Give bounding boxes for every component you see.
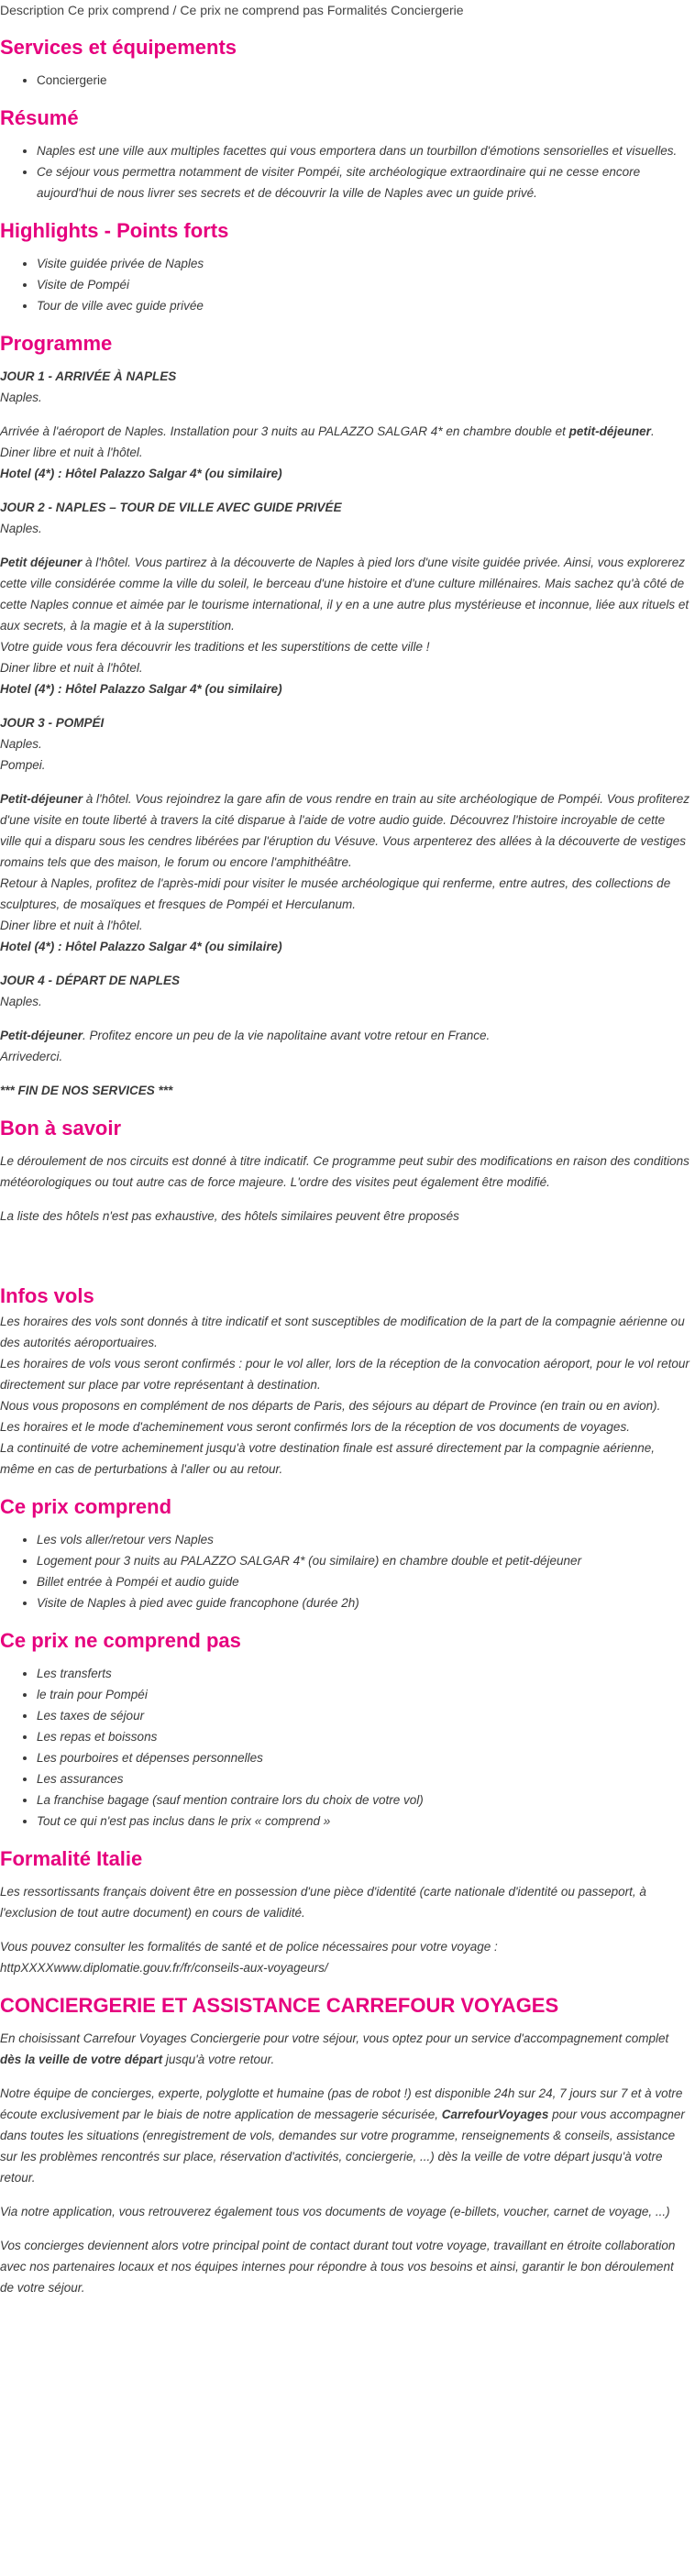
day-3-place-2: Pompei. (0, 758, 46, 772)
programme-title: Programme (0, 332, 113, 355)
day-4-place: Naples. (0, 995, 42, 1008)
bon-p2: La liste des hôtels n'est pas exhaustive, des hôtels similaires peuvent être proposés (0, 1209, 459, 1223)
list-item: • Les transferts (37, 1663, 689, 1684)
day-1-text-c: . (650, 424, 655, 438)
resume-list (0, 140, 689, 204)
formalite-title: Formalité Italie (0, 1847, 143, 1870)
list-item: • Billet entrée à Pompéi et audio guide (37, 1571, 689, 1592)
day-1 (0, 366, 689, 484)
tab-bar (0, 0, 689, 20)
resume-title: Résumé (0, 106, 79, 129)
day-3-text-body: à l'hôtel. Vous rejoindrez la gare afin de vous rendre en train au site archéologique de Pompéi. Vous profiterez d'une visite en toute liberté à travers la cité disparue à l'aide de votre audio guide. Découvrez l'histoire incroyable de cette ville qui a disparu sous les cendres libérées par l'éruption du Vésuve. Vous arpenterez des allées à la découverte de vestiges romains tels que des maison, le forum ou encore l'amphithéâtre. (0, 792, 690, 869)
day-1-title: JOUR 1 - ARRIVÉE À NAPLES (0, 369, 177, 383)
conciergerie-p2-c: pour vous accompagner dans toutes les situations (enregistrement de vols, demandes sur votre programme, renseignements & conseils, assistance sur les problèmes rencontrés sur place, réservation d'activités, conciergerie, ...) dès la veille de votre départ jusqu'à votre retour. (0, 2108, 685, 2185)
day-1-dinner: Diner libre et nuit à l'hôtel. (0, 446, 143, 459)
vols-line-5: La continuité de votre acheminement jusqu'à votre destination finale est assuré directement par la compagnie aérienne, même en cas de perturbations à l'aller ou au retour. (0, 1441, 656, 1476)
bon-title: Bon à savoir (0, 1117, 122, 1139)
day-2-hotel: Hotel (4*) : Hôtel Palazzo Salgar 4* (ou similaire) (0, 682, 282, 696)
tab-ce-prix-comprend[interactable]: Ce prix comprend (68, 3, 170, 17)
tab-formalites[interactable]: Formalités (326, 3, 388, 17)
conciergerie-p1-c: jusqu'à votre retour. (162, 2053, 275, 2066)
list-item: • Logement pour 3 nuits au PALAZZO SALGAR 4* (ou similaire) en chambre double et petit-déjeuner (37, 1550, 689, 1571)
list-item: • Tout ce qui n'est pas inclus dans le prix « comprend » (37, 1811, 689, 1832)
day-3 (0, 712, 689, 957)
comprend-list (0, 1529, 689, 1613)
list-item: • Les repas et boissons (37, 1726, 689, 1747)
conciergerie-p4: Vos concierges deviennent alors votre principal point de contact durant tout votre voyage, travaillant en étroite collaboration avec nos partenaires locaux et nos équipes internes pour répondre à tous vos besoins et ainsi, garantir le bon déroulement de votre séjour. (0, 2239, 676, 2295)
day-2-text-body: à l'hôtel. Vous partirez à la découverte de Naples à pied lors d'une visite guidée privée. Ainsi, vous explorerez cette ville considérée comme la ville du soleil, le berceau d'une histoire et d'une culture millénaires. Mais sachez qu'à côté de cette Naples connue et aimée par le tourisme international, il y en a une autre plus mystérieuse et inconnue, liée aux rituels et aux secrets, à la magie et à la superstition. (0, 556, 689, 633)
tab-description[interactable]: Description (0, 3, 65, 17)
conciergerie-p2-bold: CarrefourVoyages (441, 2108, 549, 2121)
highlights-list (0, 253, 689, 316)
vols-line-4: Les horaires et le mode d'acheminement vous seront confirmés lors de la réception de vos documents de voyages. (0, 1420, 630, 1434)
conciergerie-p2 (0, 2083, 689, 2188)
day-1-hotel: Hotel (4*) : Hôtel Palazzo Salgar 4* (ou similaire) (0, 467, 282, 480)
day-1-place: Naples. (0, 391, 42, 404)
day-2-dinner: Diner libre et nuit à l'hôtel. (0, 661, 143, 675)
list-item: • La franchise bagage (sauf mention contraire lors du choix de votre vol) (37, 1789, 689, 1811)
day-3-text-bold: Petit-déjeuner (0, 792, 83, 806)
list-item: • Visite de Pompéi (37, 274, 689, 295)
list-item: • le train pour Pompéi (37, 1684, 689, 1705)
day-4-title: JOUR 4 - DÉPART DE NAPLES (0, 974, 181, 987)
day-4-text-bold: Petit-déjeuner (0, 1029, 83, 1042)
services-title: Services et équipements (0, 36, 237, 59)
day-3-text2: Retour à Naples, profitez de l'après-midi pour visiter le musée archéologique qui renferme, entre autres, des collections de sculptures, de mosaïques et fresques de Pompéi et Herculanum. (0, 876, 671, 911)
day-4-text-body: . Profitez encore un peu de la vie napolitaine avant votre retour en France. (83, 1029, 491, 1042)
day-4-text2: Arrivederci. (0, 1050, 63, 1063)
list-item: • Les pourboires et dépenses personnelles (37, 1747, 689, 1768)
conciergerie-title: CONCIERGERIE ET ASSISTANCE CARREFOUR VOYAGES (0, 1994, 559, 2017)
day-3-place-1: Naples. (0, 737, 42, 751)
formalite-link[interactable]: httpXXXXwww.diplomatie.gouv.fr/fr/conseils-aux-voyageurs/ (0, 1961, 328, 1975)
list-item: • Tour de ville avec guide privée (37, 295, 689, 316)
list-item: • Naples est une ville aux multiples facettes qui vous emportera dans un tourbillon d'émotions sensorielles et visuelles. (37, 140, 689, 161)
day-1-text-a: Arrivée à l'aéroport de Naples. Installation pour 3 nuits au PALAZZO SALGAR 4* en chambre double et (0, 424, 569, 438)
conciergerie-p1-bold: dès la veille de votre départ (0, 2053, 163, 2066)
day-3-title: JOUR 3 - POMPÉI (0, 716, 105, 730)
list-item: • Les assurances (37, 1768, 689, 1789)
list-item: • Conciergerie (37, 70, 689, 91)
list-item: • Ce séjour vous permettra notamment de visiter Pompéi, site archéologique extraordinaire qui ne cesse encore aujourd'hui de nous livrer ses secrets et de découvrir la ville de Naples avec un guide privé. (37, 161, 689, 204)
day-2-title: JOUR 2 - NAPLES – TOUR DE VILLE AVEC GUIDE PRIVÉE (0, 501, 342, 514)
day-2-place: Naples. (0, 522, 42, 535)
conciergerie-p3: Via notre application, vous retrouverez également tous vos documents de voyage (e-billets, voucher, carnet de voyage, ...) (0, 2205, 670, 2218)
tab-conciergerie[interactable]: Conciergerie (391, 3, 464, 17)
highlights-title: Highlights - Points forts (0, 219, 229, 242)
services-list (0, 70, 689, 91)
vols-line-3: Nous vous proposons en complément de nos départs de Paris, des séjours au départ de Province (en train ou en avion). (0, 1399, 661, 1413)
day-3-dinner: Diner libre et nuit à l'hôtel. (0, 919, 143, 932)
day-2 (0, 497, 689, 699)
day-1-text-bold: petit-déjeuner (568, 424, 651, 438)
list-item: • Visite guidée privée de Naples (37, 253, 689, 274)
formalite-p2: Vous pouvez consulter les formalités de santé et de police nécessaires pour votre voyage : (0, 1940, 498, 1954)
day-1-text (0, 421, 689, 442)
ne-comprend-title: Ce prix ne comprend pas (0, 1629, 241, 1652)
day-2-text (0, 552, 689, 636)
day-2-text2: Votre guide vous fera découvrir les traditions et les superstitions de cette ville ! (0, 640, 430, 654)
list-item: • Les vols aller/retour vers Naples (37, 1529, 689, 1550)
day-4-text (0, 1025, 689, 1046)
conciergerie-p1 (0, 2028, 689, 2070)
conciergerie-p2-a: Notre équipe de concierges, experte, polyglotte et humaine (pas de robot !) est disponible 24h sur 24, 7 jours sur 7 et à votre écoute exclusivement par le biais de notre application de messagerie sécurisée, (0, 2086, 683, 2121)
comprend-title: Ce prix comprend (0, 1495, 172, 1518)
tab-ce-prix-ne-comprend-pas[interactable]: Ce prix ne comprend pas (180, 3, 324, 17)
formalite-p1: Les ressortissants français doivent être en possession d'une pièce d'identité (carte nationale d'identité ou passeport, à l'exclusion de tout autre document) en cours de validité. (0, 1885, 646, 1920)
list-item: • Les taxes de séjour (37, 1705, 689, 1726)
vols-title: Infos vols (0, 1284, 94, 1307)
conciergerie-p1-a: En choisissant Carrefour Voyages Conciergerie pour votre séjour, vous optez pour un service d'accompagnement complet (0, 2031, 669, 2045)
list-item: • Visite de Naples à pied avec guide francophone (durée 2h) (37, 1592, 689, 1613)
vols-line-2: Les horaires de vols vous seront confirmés : pour le vol aller, lors de la réception de la convocation aéroport, pour le vol retour directement sur place par votre représentant à destination. (0, 1357, 689, 1392)
ne-comprend-list (0, 1663, 689, 1832)
day-3-hotel: Hotel (4*) : Hôtel Palazzo Salgar 4* (ou similaire) (0, 940, 282, 953)
day-3-text (0, 788, 689, 873)
vols-line-1: Les horaires des vols sont donnés à titre indicatif et sont susceptibles de modification de la part de la compagnie aérienne ou des autorités aéroportuaires. (0, 1315, 685, 1349)
day-4 (0, 970, 689, 1067)
tab-separator: / (172, 3, 177, 17)
bon-p1: Le déroulement de nos circuits est donné à titre indicatif. Ce programme peut subir des modifications en raison des conditions météorologiques ou tout autre cas de force majeure. L'ordre des visites peut également être modifié. (0, 1154, 689, 1189)
programme-end: *** FIN DE NOS SERVICES *** (0, 1084, 173, 1097)
day-2-text-bold: Petit déjeuner (0, 556, 83, 569)
